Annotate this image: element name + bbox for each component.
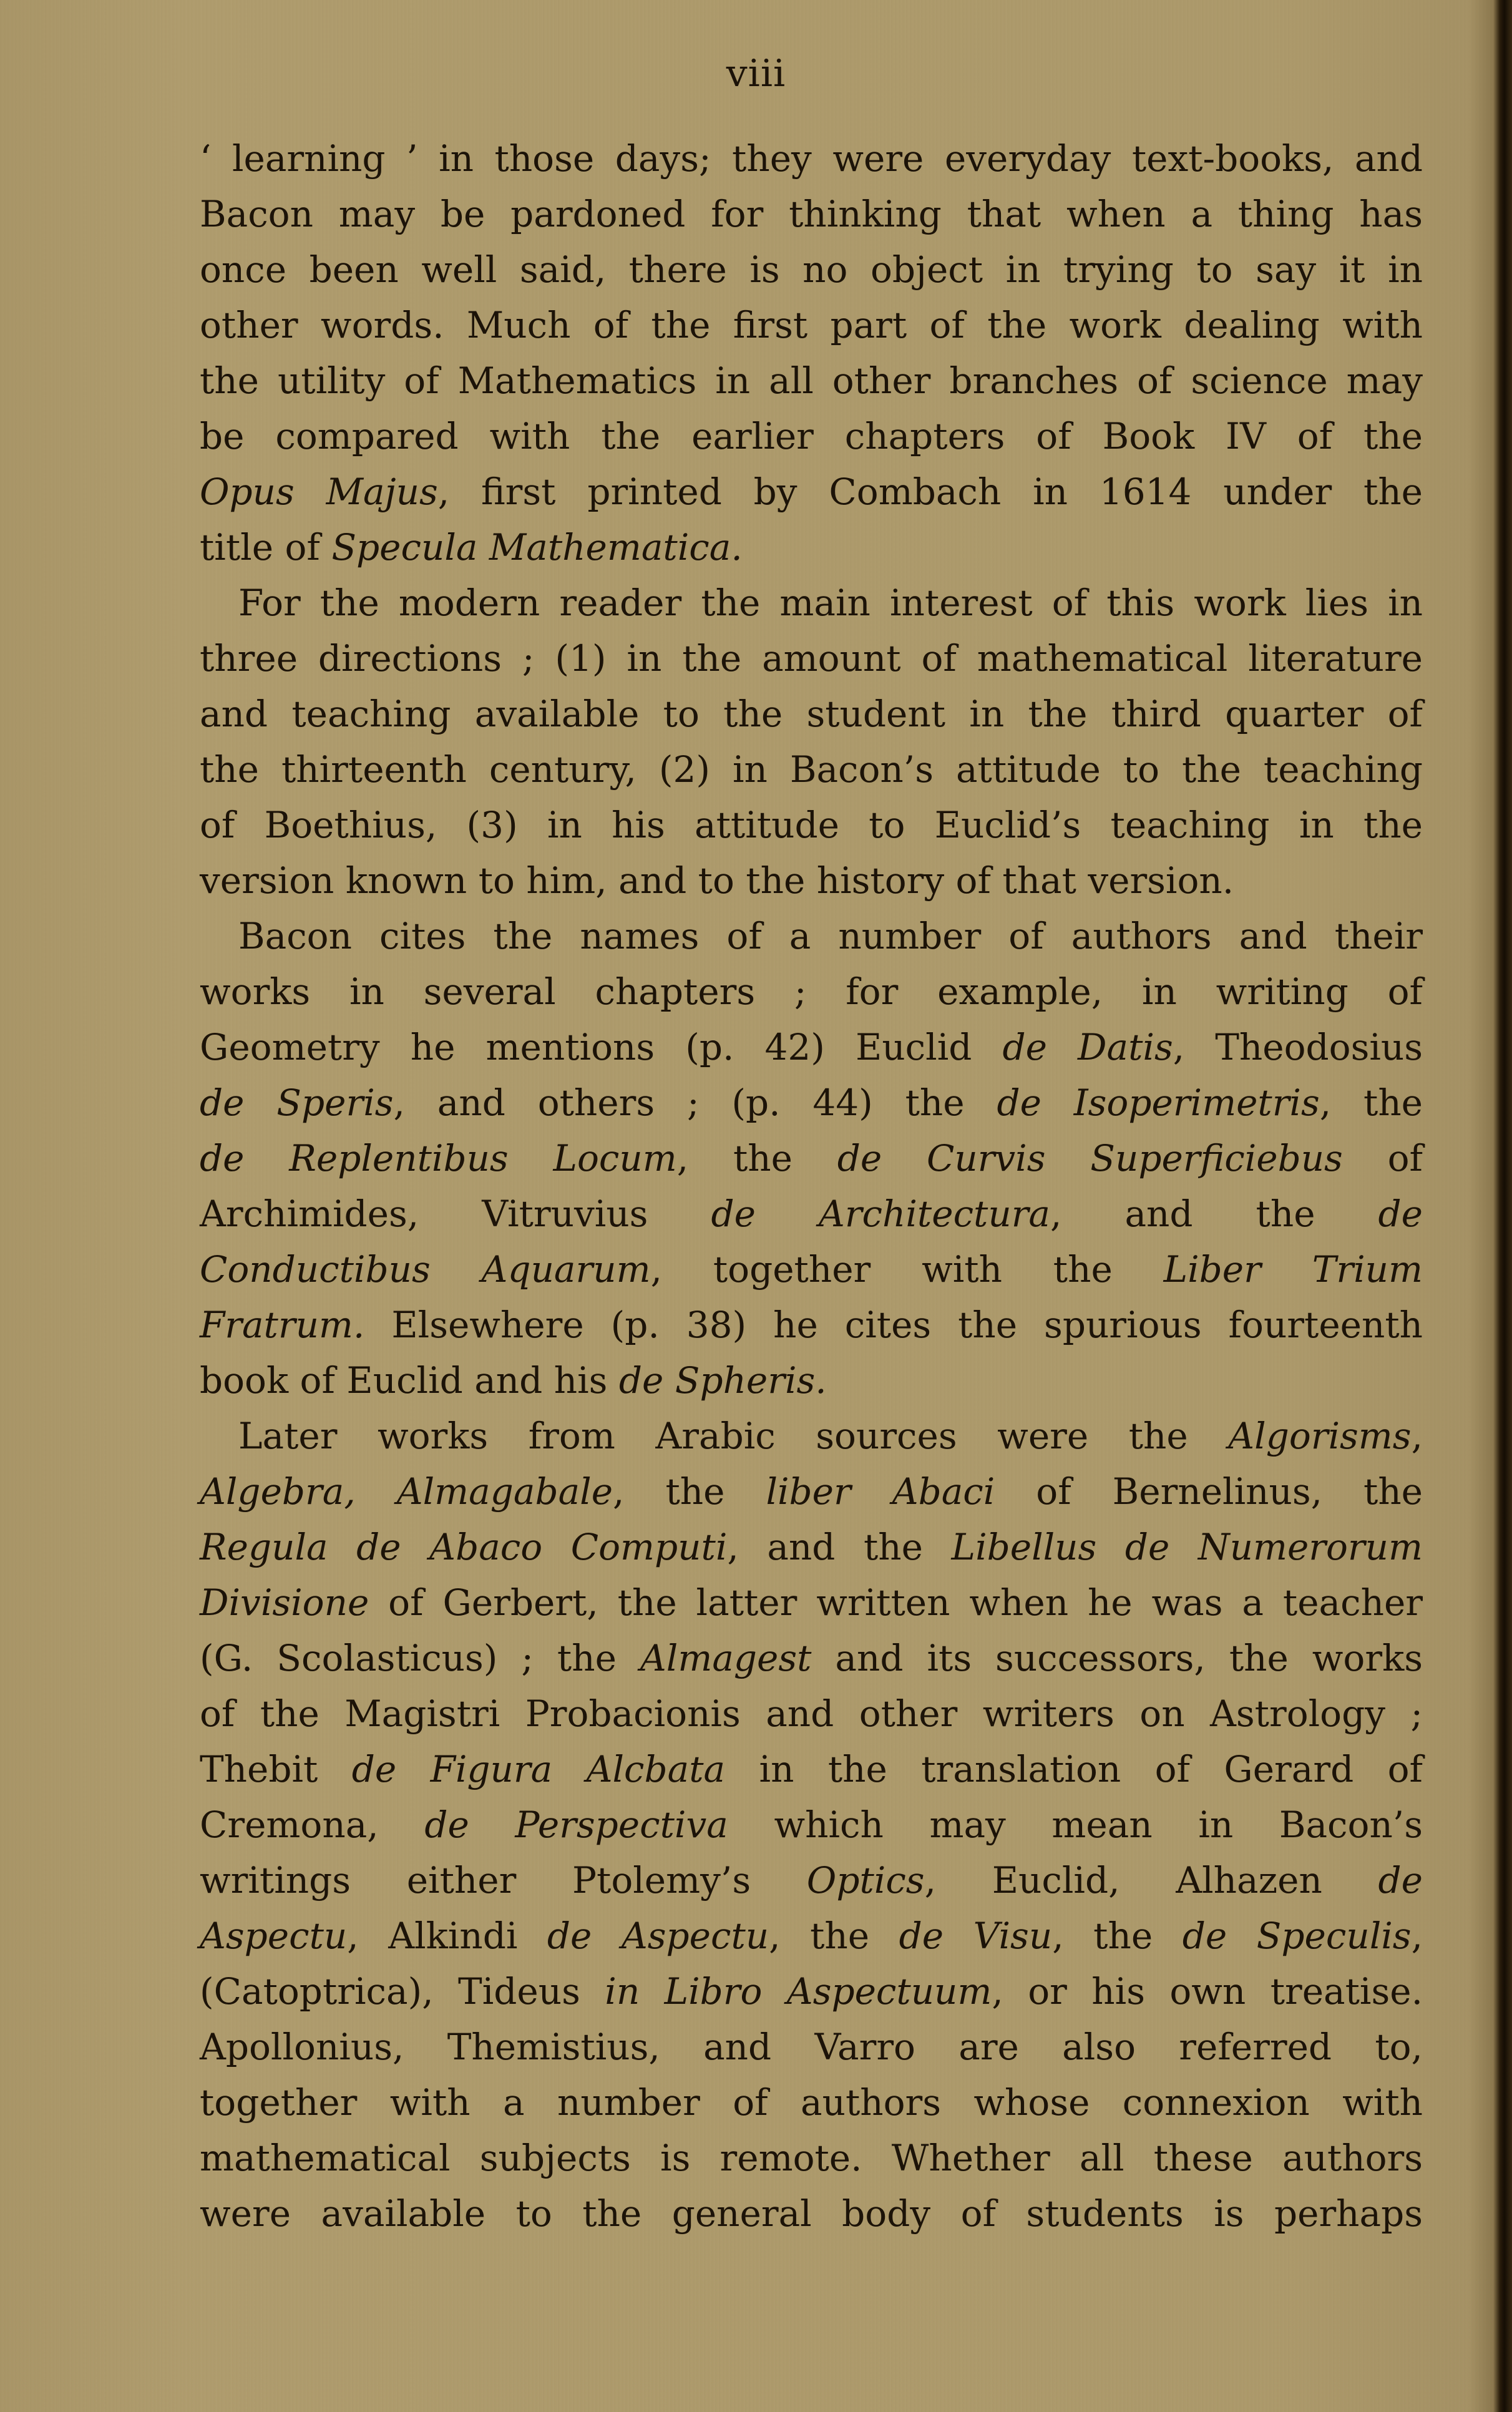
text-line xyxy=(200,242,1423,298)
text-run: ‘ learning ’ in those days; they were everyday text-books, and xyxy=(200,137,1423,180)
text-run: and teaching available to the student in the third quarter of xyxy=(200,693,1423,735)
text-run: Thebit xyxy=(200,1748,352,1790)
italic-title: de Curvis Superficiebus xyxy=(837,1137,1343,1179)
text-line xyxy=(200,1464,1423,1520)
text-line xyxy=(200,1686,1423,1742)
italic-title: de Isoperimetris xyxy=(997,1081,1320,1124)
text-run: Archimides, Vitruvius xyxy=(200,1193,711,1235)
text-run: the utility of Mathematics in all other branches of science may xyxy=(200,359,1423,402)
text-run: , and the xyxy=(1050,1193,1378,1235)
text-line xyxy=(200,575,1423,631)
italic-title: de Aspectu xyxy=(547,1915,769,1957)
text-run: works in several chapters ; for example, in writing of xyxy=(200,970,1423,1013)
text-line xyxy=(200,1242,1423,1297)
text-line xyxy=(200,1186,1423,1242)
text-run: three directions ; (1) in the amount of mathematical literature xyxy=(200,637,1423,680)
text-run: , xyxy=(1411,1915,1423,1957)
text-run: , the xyxy=(613,1470,766,1513)
italic-title: Liber Trium xyxy=(1163,1248,1423,1291)
text-line xyxy=(200,1853,1423,1908)
text-run: , the xyxy=(1319,1081,1423,1124)
italic-title: Specula Mathematica. xyxy=(331,526,743,569)
text-run: For the modern reader the main interest of this work lies in xyxy=(238,582,1423,624)
text-run: , the xyxy=(769,1915,899,1957)
text-run: mathematical subjects is remote. Whether all these authors xyxy=(200,2137,1423,2179)
italic-title: de Datis xyxy=(1002,1026,1173,1068)
text-line xyxy=(200,1075,1423,1131)
text-line xyxy=(200,520,1423,575)
text-line xyxy=(200,1297,1423,1353)
text-run: , and the xyxy=(727,1526,952,1568)
italic-title: liber Abaci xyxy=(766,1470,995,1513)
text-run: (Catoptrica), Tideus xyxy=(200,1970,605,2013)
italic-title: de Perspectiva xyxy=(424,1804,728,1846)
text-line xyxy=(200,2186,1423,2242)
text-line xyxy=(200,1020,1423,1075)
italic-title: de xyxy=(1378,1193,1423,1235)
page-gutter-shadow xyxy=(1468,0,1493,2412)
text-run: (G. Scolasticus) ; the xyxy=(200,1637,640,1679)
text-run: of Gerbert, the latter written when he was a teacher xyxy=(369,1581,1423,1624)
text-run: other words. Much of the first part of the work dealing with xyxy=(200,304,1423,346)
text-run: Apollonius, Themistius, and Varro are also referred to, xyxy=(200,2026,1423,2068)
text-run: Later works from Arabic sources were the xyxy=(238,1415,1229,1457)
italic-title: de Figura Alcbata xyxy=(351,1748,726,1790)
italic-title: de Architectura xyxy=(711,1193,1051,1235)
text-run: together with a number of authors whose connexion with xyxy=(200,2081,1423,2124)
text-run: writings either Ptolemy’s xyxy=(200,1859,807,1902)
text-line xyxy=(200,1575,1423,1631)
text-line xyxy=(200,1797,1423,1853)
text-line xyxy=(200,1908,1423,1964)
italic-title: de Speculis xyxy=(1182,1915,1412,1957)
italic-title: de Speris xyxy=(200,1081,394,1124)
text-run: version known to him, and to the history of that version. xyxy=(200,859,1234,902)
text-run: of xyxy=(1342,1137,1423,1179)
text-line xyxy=(200,1742,1423,1797)
text-run: , and others ; (p. 44) the xyxy=(393,1081,997,1124)
text-line xyxy=(200,131,1423,187)
body-text xyxy=(200,131,1423,2242)
text-run: of Bernelinus, the xyxy=(995,1470,1423,1513)
italic-title: in Libro Aspectuum xyxy=(605,1970,992,2013)
italic-title: Aspectu xyxy=(200,1915,348,1957)
text-line xyxy=(200,1520,1423,1575)
text-run: , the xyxy=(676,1137,837,1179)
text-run: Bacon may be pardoned for thinking that when a thing has xyxy=(200,193,1423,235)
italic-title: Libellus de Numerorum xyxy=(951,1526,1423,1568)
text-line xyxy=(200,1409,1423,1464)
italic-title: Divisione xyxy=(200,1581,369,1624)
text-line xyxy=(200,2075,1423,2131)
italic-title: Algebra, Almagabale xyxy=(200,1470,613,1513)
text-line xyxy=(200,353,1423,409)
text-run: of Boethius, (3) in his attitude to Euclid’s teaching in the xyxy=(200,804,1423,846)
text-run: , xyxy=(1411,1415,1423,1457)
text-line xyxy=(200,1353,1423,1409)
text-run: once been well said, there is no object in trying to say it in xyxy=(200,248,1423,291)
text-line xyxy=(200,1131,1423,1186)
text-line xyxy=(200,909,1423,964)
text-line xyxy=(200,631,1423,686)
text-line xyxy=(200,409,1423,464)
text-run: , or his own treatise. xyxy=(992,1970,1423,2013)
text-run: book of Euclid and his xyxy=(200,1359,619,1402)
text-line xyxy=(200,853,1423,909)
text-run: , the xyxy=(1052,1915,1183,1957)
text-run: were available to the general body of students is perhaps xyxy=(200,2192,1423,2235)
text-run: and its successors, the works xyxy=(811,1637,1423,1679)
italic-title: de Replentibus Locum xyxy=(200,1137,677,1179)
text-run: title of xyxy=(200,526,332,569)
text-run: Cremona, xyxy=(200,1804,425,1846)
italic-title: Regula de Abaco Computi xyxy=(200,1526,728,1568)
text-line xyxy=(200,2019,1423,2075)
text-run: , together with the xyxy=(650,1248,1164,1291)
italic-title: Optics xyxy=(806,1859,925,1902)
italic-title: Opus Majus xyxy=(200,471,438,513)
text-run: Geometry he mentions (p. 42) Euclid xyxy=(200,1026,1003,1068)
text-run: , Theodosius xyxy=(1173,1026,1423,1068)
italic-title: de xyxy=(1378,1859,1423,1902)
text-run: , Alkindi xyxy=(347,1915,547,1957)
text-line xyxy=(200,464,1423,520)
text-run: the thirteenth century, (2) in Bacon’s attitude to the teaching xyxy=(200,748,1423,791)
text-line xyxy=(200,686,1423,742)
text-line xyxy=(200,187,1423,242)
italic-title: Conductibus Aquarum xyxy=(200,1248,651,1291)
text-line xyxy=(200,964,1423,1020)
text-run: Bacon cites the names of a number of authors and their xyxy=(238,915,1423,957)
text-line xyxy=(200,2131,1423,2186)
italic-title: Algorisms xyxy=(1228,1415,1412,1457)
italic-title: Almagest xyxy=(640,1637,812,1679)
italic-title: de Spheris. xyxy=(618,1359,827,1402)
text-run: , Euclid, Alhazen xyxy=(924,1859,1378,1902)
page-number: viii xyxy=(726,52,786,95)
text-run: in the translation of Gerard of xyxy=(725,1748,1423,1790)
text-line xyxy=(200,742,1423,798)
text-run: Elsewhere (p. 38) he cites the spurious fourteenth xyxy=(364,1304,1423,1346)
text-line xyxy=(200,1631,1423,1686)
text-run: of the Magistri Probacionis and other writers on Astrology ; xyxy=(200,1692,1423,1735)
text-line xyxy=(200,298,1423,353)
text-line xyxy=(200,798,1423,853)
italic-title: de Visu xyxy=(899,1915,1053,1957)
page-edge xyxy=(1493,0,1512,2412)
italic-title: Fratrum. xyxy=(200,1304,365,1346)
text-line xyxy=(200,1964,1423,2019)
text-run: which may mean in Bacon’s xyxy=(728,1804,1423,1846)
text-run: , first printed by Combach in 1614 under the xyxy=(437,471,1423,513)
text-run: be compared with the earlier chapters of Book IV of the xyxy=(200,415,1423,457)
